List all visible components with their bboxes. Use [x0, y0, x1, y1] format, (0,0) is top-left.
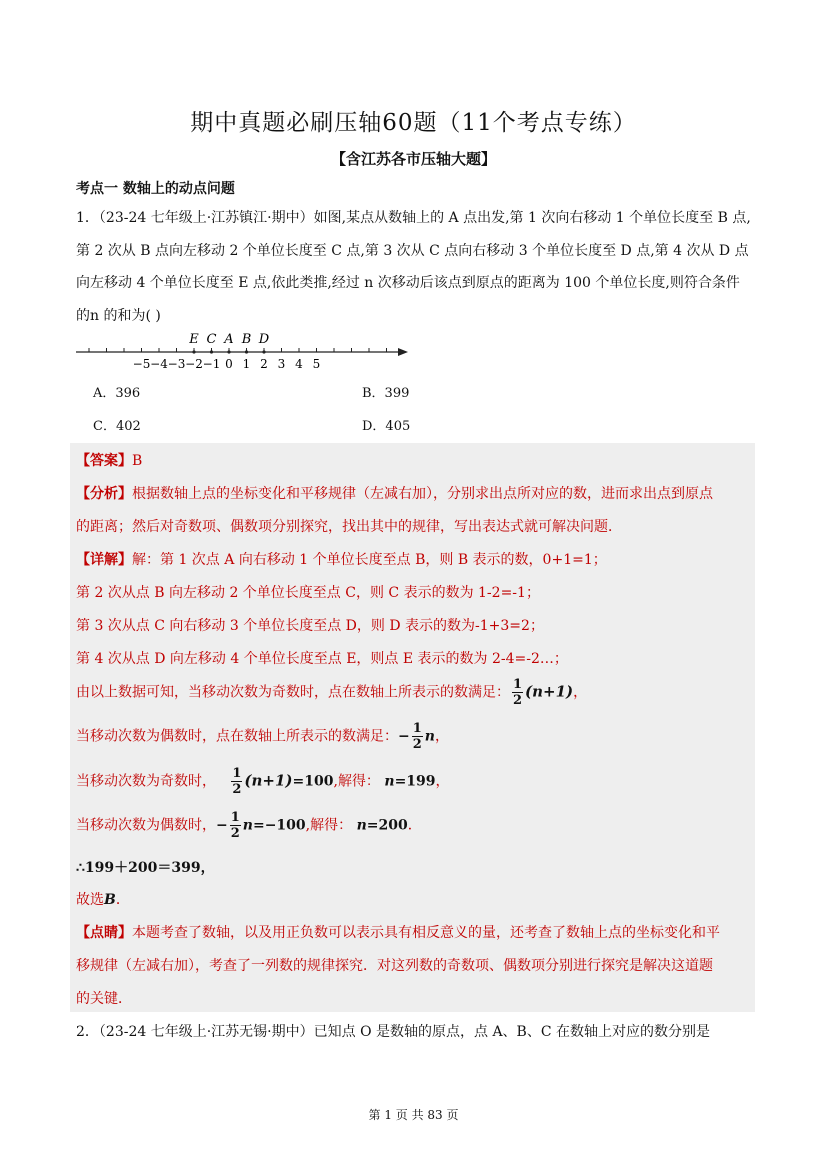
number-line-point-B: B [241, 332, 252, 347]
number-line-tick-label: 3 [277, 357, 286, 371]
number-line-arrow [398, 348, 408, 356]
number-line-tick-labels [133, 357, 321, 371]
option-b: B．399 [362, 386, 410, 401]
q1-line-1: 1．（23-24 七年级上·江苏镇江·期中）如图,某点从数轴上的 A 点出发,第 1 次向右移动 1 个单位长度至 B 点, [76, 210, 751, 226]
number-line-tick-label: −4 [150, 357, 168, 371]
number-line-dot [245, 350, 248, 353]
analysis-line-1: 【分析】根据数轴上点的坐标变化和平移规律（左减右加），分别求出点所对应的数，进而求出点到原点 [76, 486, 713, 502]
option-c: C．402 [93, 419, 141, 434]
detail-line-4: 第 4 次从点 D 向左移动 4 个单位长度至点 E，则点 E 表示的数为 2-4=-2…； [76, 651, 568, 667]
number-line-point-D: D [258, 332, 270, 347]
odd-solve-line: 当移动次数为奇数时， $\frac{1}{2}$ (n+1)=100,解得： n=199， [76, 766, 450, 797]
q1-line-3: 向左移动 4 个单位长度至 E 点,依此类推,经过 n 次移动后该点到原点的距离为 100 个单位长度,则符合条件 [76, 275, 740, 291]
option-d: D．405 [362, 419, 411, 434]
q1-line-2: 第 2 次从 B 点向左移动 2 个单位长度至 C 点,第 3 次从 C 点向右移动 3 个单位长度至 D 点,第 4 次从 D 点 [76, 243, 749, 259]
comment-line-2: 移规律（左减右加），考查了一列数的规律探究．对这列数的奇数项、偶数项分别进行探究是解决这道题 [76, 958, 713, 974]
analysis-line-2: 的距离；然后对奇数项、偶数项分别探究，找出其中的规律，写出表达式就可解决问题． [76, 519, 622, 535]
detail-label: 【详解】 [76, 552, 132, 568]
comment-line-3: 的关键． [76, 991, 132, 1007]
detail-line-2: 第 2 次从点 B 向左移动 2 个单位长度至点 C，则 C 表示的数为 1-2=-1； [76, 585, 540, 601]
answer-label: 【答案】 [76, 453, 132, 469]
number-line-dot [227, 350, 230, 353]
number-line-figure [74, 328, 414, 376]
page-title: 期中真题必刷压轴60题（11个考点专练） [190, 110, 637, 136]
odd-rule-line: 由以上数据可知，当移动次数为奇数时，点在数轴上所表示的数满足： $\frac{1}{2}$ (n+1)， [76, 677, 588, 708]
section-heading: 考点一 数轴上的动点问题 [76, 181, 235, 197]
comment-line-1: 【点睛】本题考查了数轴，以及用正负数可以表示具有相反意义的量，还考查了数轴上点的坐标变化和平 [76, 925, 720, 941]
number-line-tick-label: −1 [202, 357, 221, 371]
number-line-tick-label: 0 [225, 357, 233, 371]
even-solve-line: 当移动次数为偶数时，− $\frac{1}{2}$ n=−100,解得： n=200． [76, 810, 422, 841]
page-footer: 第 1 页 共 83 页 [368, 1108, 459, 1122]
number-line-tick-label: −3 [167, 357, 186, 371]
sum-line: ∴199＋200＝399， [76, 860, 215, 876]
page-subtitle: 【含江苏各市压轴大题】 [330, 150, 496, 168]
answer-line [76, 450, 142, 470]
comment-label: 【点睛】 [76, 925, 132, 941]
number-line-dot [192, 350, 195, 353]
number-line-point-A: A [224, 332, 234, 347]
number-line-tick-label: 1 [242, 357, 251, 371]
number-line-tick-label: 5 [312, 357, 321, 371]
number-line-dot [262, 350, 265, 353]
number-line-point-E: E [189, 332, 199, 347]
number-line-ticks [89, 348, 387, 352]
choose-line: 故选B． [76, 892, 130, 908]
number-line-tick-label: −5 [132, 357, 151, 371]
analysis-label: 【分析】 [76, 486, 132, 502]
detail-line-1: 【详解】解：第 1 次点 A 向右移动 1 个单位长度至点 B，则 B 表示的数，0+1=1； [76, 552, 607, 568]
number-line-dot [210, 350, 213, 353]
q2-line-1: 2．（23-24 七年级上·江苏无锡·期中）已知点 O 是数轴的原点，点 A、B、C 在数轴上对应的数分别是 [76, 1024, 711, 1040]
number-line-tick-label: 2 [260, 357, 268, 371]
detail-line-3: 第 3 次从点 C 向右移动 3 个单位长度至点 D，则 D 表示的数为-1+3=2； [76, 618, 544, 634]
number-line-tick-label: −2 [185, 357, 203, 371]
even-rule-line: 当移动次数为偶数时，点在数轴上所表示的数满足：− $\frac{1}{2}$ n， [76, 721, 449, 752]
answer-value: B [132, 453, 143, 469]
number-line-tick-label: 4 [295, 357, 303, 371]
option-a: A．396 [93, 386, 141, 401]
q1-line-4: 的n 的和为( ) [76, 308, 161, 324]
number-line-point-C: C [206, 332, 217, 347]
